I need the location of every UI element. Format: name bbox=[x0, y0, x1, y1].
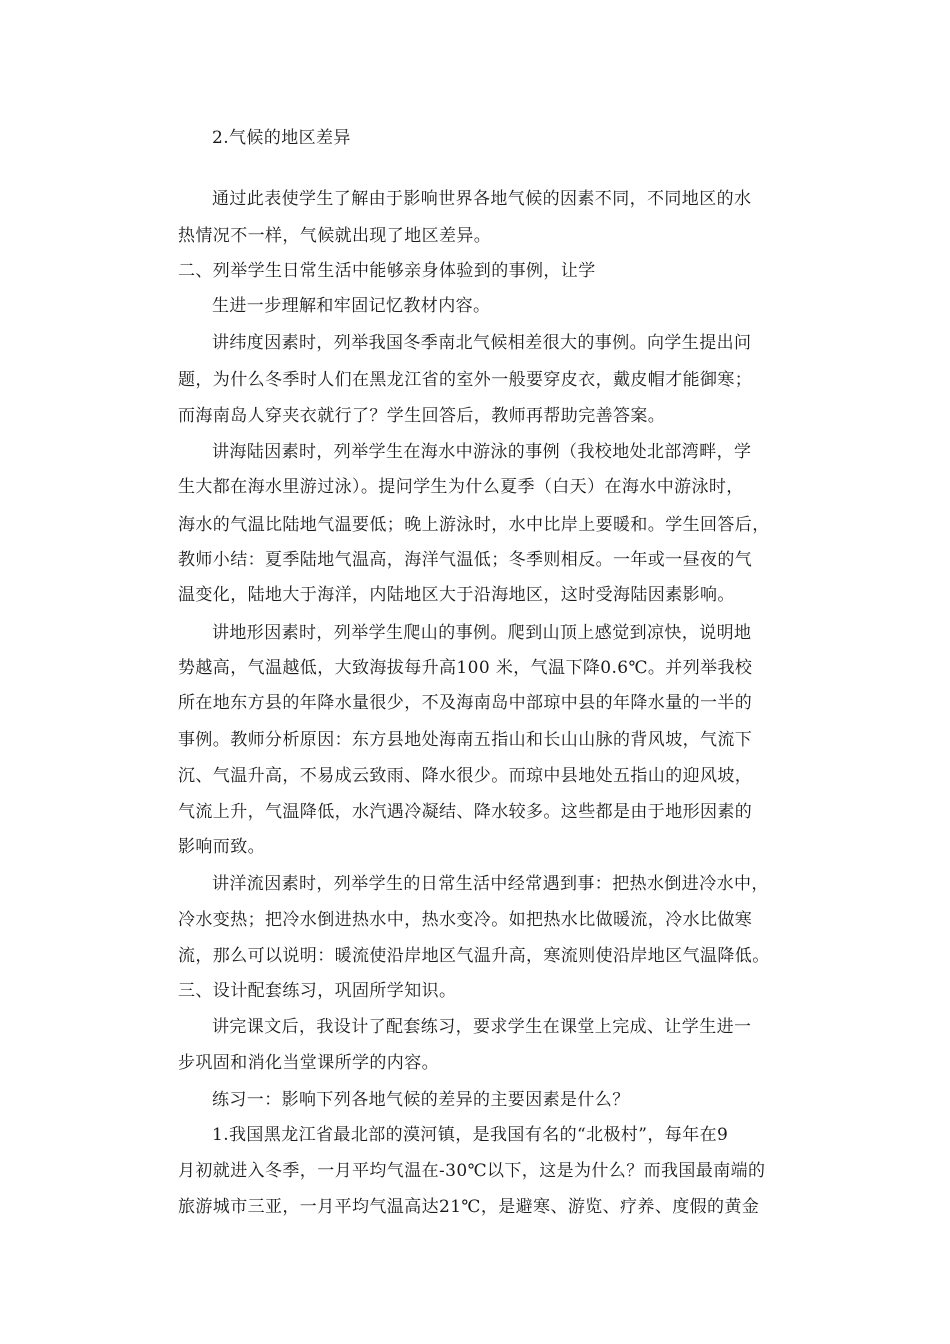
paragraph-line: 1.我国黑龙江省最北部的漠河镇，是我国有名的“北极村”，每年在9 bbox=[212, 1125, 729, 1145]
paragraph-line: 教师小结：夏季陆地气温高，海洋气温低；冬季则相反。一年或一昼夜的气 bbox=[178, 550, 753, 570]
paragraph-line: 气流上升，气温降低，水汽遇冷凝结、降水较多。这些都是由于地形因素的 bbox=[178, 802, 753, 822]
paragraph-line: 生大都在海水里游过泳）。提问学生为什么夏季（白天）在海水中游泳时， bbox=[178, 477, 744, 497]
paragraph-line: 讲洋流因素时，列举学生的日常生活中经常遇到事：把热水倒进冷水中， bbox=[212, 874, 769, 894]
paragraph-line: 事例。教师分析原因：东方县地处海南五指山和长山山脉的背风坡，气流下 bbox=[178, 730, 753, 750]
paragraph-line: 讲地形因素时，列举学生爬山的事例。爬到山顶上感觉到凉快，说明地 bbox=[212, 623, 752, 643]
paragraph-line: 冷水变热；把冷水倒进热水中，热水变冷。如把热水比做暖流，冷水比做寒 bbox=[178, 910, 753, 930]
paragraph-line: 旅游城市三亚，一月平均气温高达21℃，是避寒、游览、疗养、度假的黄金 bbox=[178, 1197, 760, 1217]
section-heading: 三、设计配套练习，巩固所学知识。 bbox=[178, 981, 457, 1001]
paragraph-line: 生进一步理解和牢固记忆教材内容。 bbox=[212, 296, 491, 316]
paragraph-line: 讲海陆因素时，列举学生在海水中游泳的事例（我校地处北部湾畔，学 bbox=[212, 442, 752, 462]
paragraph-line: 月初就进入冬季，一月平均气温在-30℃以下，这是为什么？而我国最南端的 bbox=[178, 1161, 766, 1181]
paragraph-line: 海水的气温比陆地气温要低；晚上游泳时，水中比岸上要暖和。学生回答后， bbox=[178, 515, 770, 535]
paragraph-line: 题，为什么冬季时人们在黑龙江省的室外一般要穿皮衣，戴皮帽才能御寒； bbox=[178, 370, 753, 390]
paragraph-line: 所在地东方县的年降水量很少，不及海南岛中部琼中县的年降水量的一半的 bbox=[178, 693, 753, 713]
paragraph-line: 而海南岛人穿夹衣就行了？学生回答后，教师再帮助完善答案。 bbox=[178, 406, 666, 426]
paragraph-line: 讲纬度因素时，列举我国冬季南北气候相差很大的事例。向学生提出问 bbox=[212, 333, 752, 353]
paragraph-line: 影响而致。 bbox=[178, 837, 265, 857]
paragraph-line: 势越高，气温越低，大致海拔每升高100 米，气温下降0.6℃。并列举我校 bbox=[178, 658, 753, 678]
paragraph-line: 步巩固和消化当堂课所学的内容。 bbox=[178, 1053, 439, 1073]
paragraph-line: 通过此表使学生了解由于影响世界各地气候的因素不同，不同地区的水 bbox=[212, 189, 752, 209]
paragraph-line: 温变化，陆地大于海洋，内陆地区大于沿海地区，这时受海陆因素影响。 bbox=[178, 585, 735, 605]
section-heading: 2.气候的地区差异 bbox=[212, 128, 351, 148]
paragraph-line: 讲完课文后，我设计了配套练习，要求学生在课堂上完成、让学生进一 bbox=[212, 1017, 752, 1037]
paragraph-line: 沉、气温升高，不易成云致雨、降水很少。而琼中县地处五指山的迎风坡， bbox=[178, 766, 753, 786]
paragraph-line: 热情况不一样，气候就出现了地区差异。 bbox=[178, 226, 492, 246]
exercise-heading: 练习一：影响下列各地气候的差异的主要因素是什么？ bbox=[212, 1090, 630, 1110]
paragraph-line: 流，那么可以说明：暖流使沿岸地区气温升高，寒流则使沿岸地区气温降低。 bbox=[178, 946, 770, 966]
section-heading: 二、列举学生日常生活中能够亲身体验到的事例，让学 bbox=[178, 261, 596, 281]
